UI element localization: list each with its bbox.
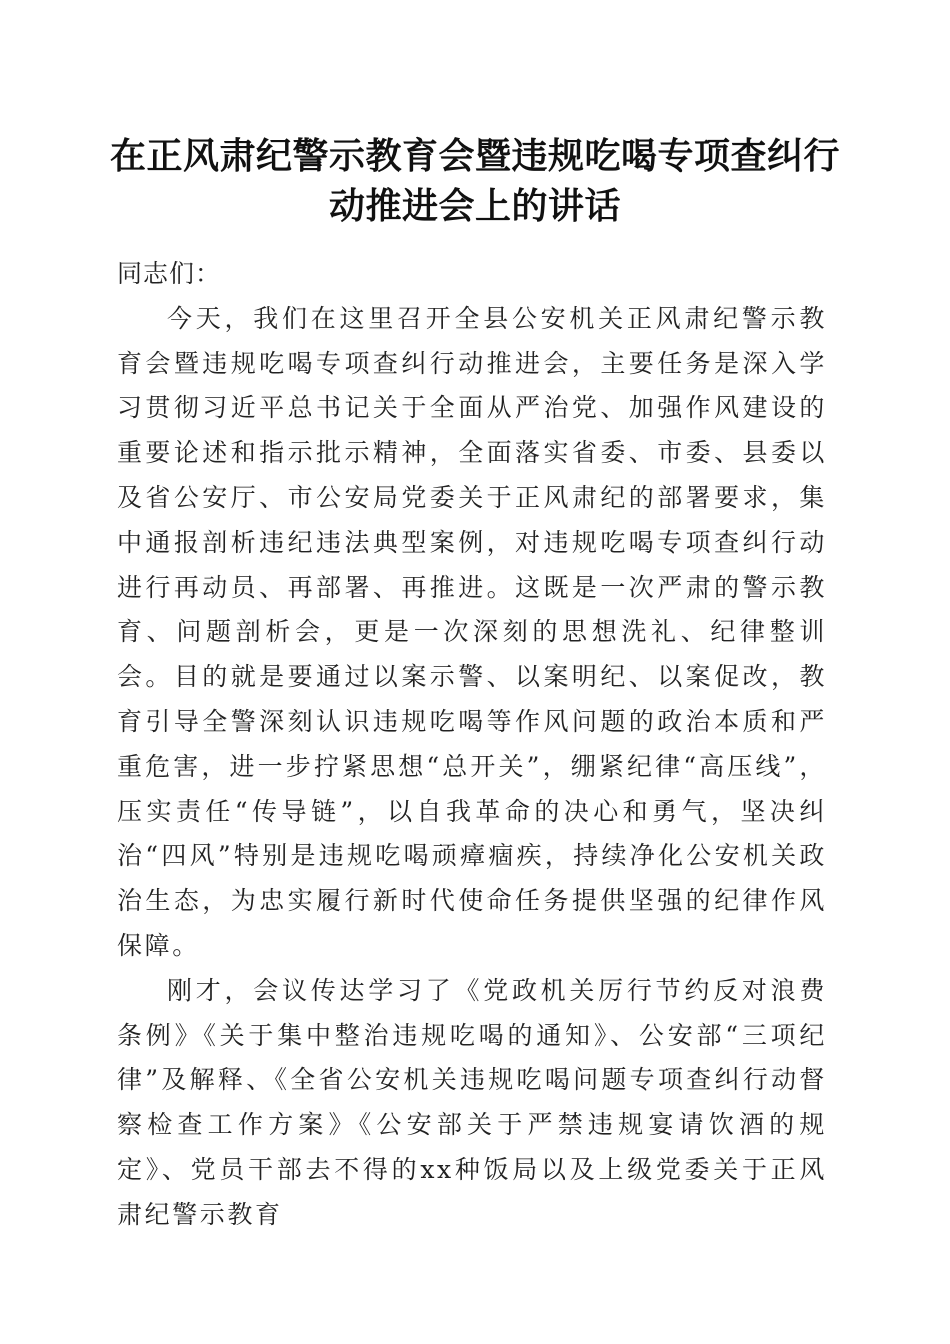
document-body xyxy=(117,252,827,1238)
title-line-1: 在正风肃纪警示教育会暨违规吃喝专项查纠行 xyxy=(109,136,840,177)
greeting: 同志们： xyxy=(117,259,222,288)
title-line-2: 动推进会上的讲话 xyxy=(328,186,621,227)
paragraph-1: 今天，我们在这里召开全县公安机关正风肃纪警示教育会暨违规吃喝专项查纠行动推进会，主要任务是深入学习贯彻习近平总书记关于全面从严治党、加强作风建设的重要论述和指示批示精神，全面落实省委、市委、县委以及省公安厅、市公安局党委关于正风肃纪的部署要求，集中通报剖析违纪违法典型案例，对违规吃喝专项查纠行动进行再动员、再部署、再推进。这既是一次严肃的警示教育、问题剖析会，更是一次深刻的思想洗礼、纪律整训会。目的就是要通过以案示警、以案明纪、以案促改，教育引导全警深刻认识违规吃喝等作风问题的政治本质和严重危害，进一步拧紧思想“总开关”，绷紧纪律“高压线”，压实责任“传导链”，以自我革命的决心和勇气，坚决纠治“四风”特别是违规吃喝顽瘴痼疾，持续净化公安机关政治生态，为忠实履行新时代使命任务提供坚强的纪律作风保障。 xyxy=(117,303,827,960)
document-title xyxy=(100,132,850,232)
paragraph-2: 刚才，会议传达学习了《党政机关厉行节约反对浪费条例》《关于集中整治违规吃喝的通知》、公安部“三项纪律”及解释、《全省公安机关违规吃喝问题专项查纠行动督察检查工作方案》《公安部关于严禁违规宴请饮酒的规定》、党员干部去不得的xx种饭局以及上级党委关于正风肃纪警示教育 xyxy=(117,975,827,1229)
